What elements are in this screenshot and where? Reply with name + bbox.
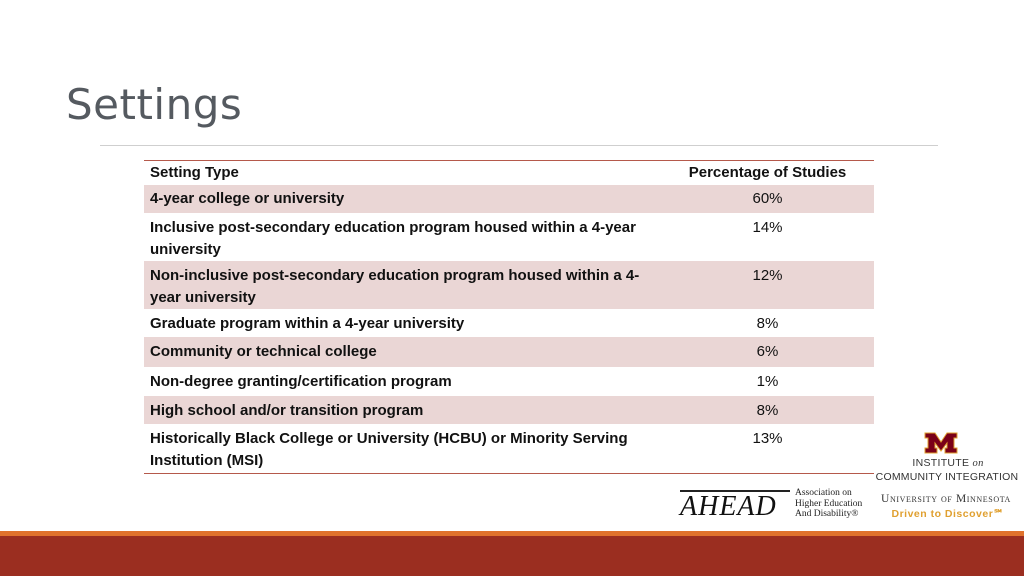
percentage-cell: 1% xyxy=(661,367,874,396)
table-row xyxy=(144,424,874,474)
table-row xyxy=(144,261,874,309)
setting-cell: Community or technical college xyxy=(144,337,661,367)
percentage-cell: 60% xyxy=(661,185,874,213)
table-header-row xyxy=(144,161,874,185)
table-row xyxy=(144,367,874,396)
percentage-cell: 6% xyxy=(661,337,874,367)
ici-on: on xyxy=(972,458,984,469)
setting-cell: Non-degree granting/certification program xyxy=(144,367,661,396)
ahead-tag-line: Higher Education xyxy=(795,498,863,509)
umn-block-m-icon xyxy=(924,432,958,454)
percentage-cell: 13% xyxy=(661,424,874,474)
umn-university-name: University of Minnesota xyxy=(881,493,1011,505)
setting-cell: High school and/or transition program xyxy=(144,396,661,424)
table-row xyxy=(144,185,874,213)
header-percentage: Percentage of Studies xyxy=(661,161,874,185)
percentage-cell: 8% xyxy=(661,396,874,424)
percentage-cell: 14% xyxy=(661,213,874,261)
slide-title: Settings xyxy=(66,80,243,129)
ici-institute: INSTITUTE xyxy=(912,457,970,469)
ici-institute-line xyxy=(878,457,1018,469)
settings-table xyxy=(144,160,874,474)
setting-cell: 4-year college or university xyxy=(144,185,661,213)
ahead-tag-line: Association on xyxy=(795,488,852,498)
setting-cell: Historically Black College or University (HCBU) or Minority Serving Institution (MSI) xyxy=(144,424,661,474)
footer-band xyxy=(0,536,1024,576)
ahead-tag-line: And Disability® xyxy=(795,509,859,519)
ahead-logo-wordmark: AHEAD xyxy=(680,491,777,522)
header-setting-type: Setting Type xyxy=(144,161,661,185)
percentage-cell: 12% xyxy=(661,261,874,309)
percentage-cell: 8% xyxy=(661,309,874,337)
ici-community-integration: COMMUNITY INTEGRATION xyxy=(875,471,1019,483)
title-divider xyxy=(100,145,938,146)
table-row xyxy=(144,309,874,337)
umn-slogan: Driven to Discover℠ xyxy=(891,508,1005,520)
table-row xyxy=(144,213,874,261)
table-row xyxy=(144,337,874,367)
setting-cell: Graduate program within a 4-year university xyxy=(144,309,661,337)
setting-cell: Inclusive post-secondary education program housed within a 4-year university xyxy=(144,213,661,261)
ahead-logo-tagline xyxy=(795,488,875,520)
table-row xyxy=(144,396,874,424)
setting-cell: Non-inclusive post-secondary education program housed within a 4-year university xyxy=(144,261,661,309)
